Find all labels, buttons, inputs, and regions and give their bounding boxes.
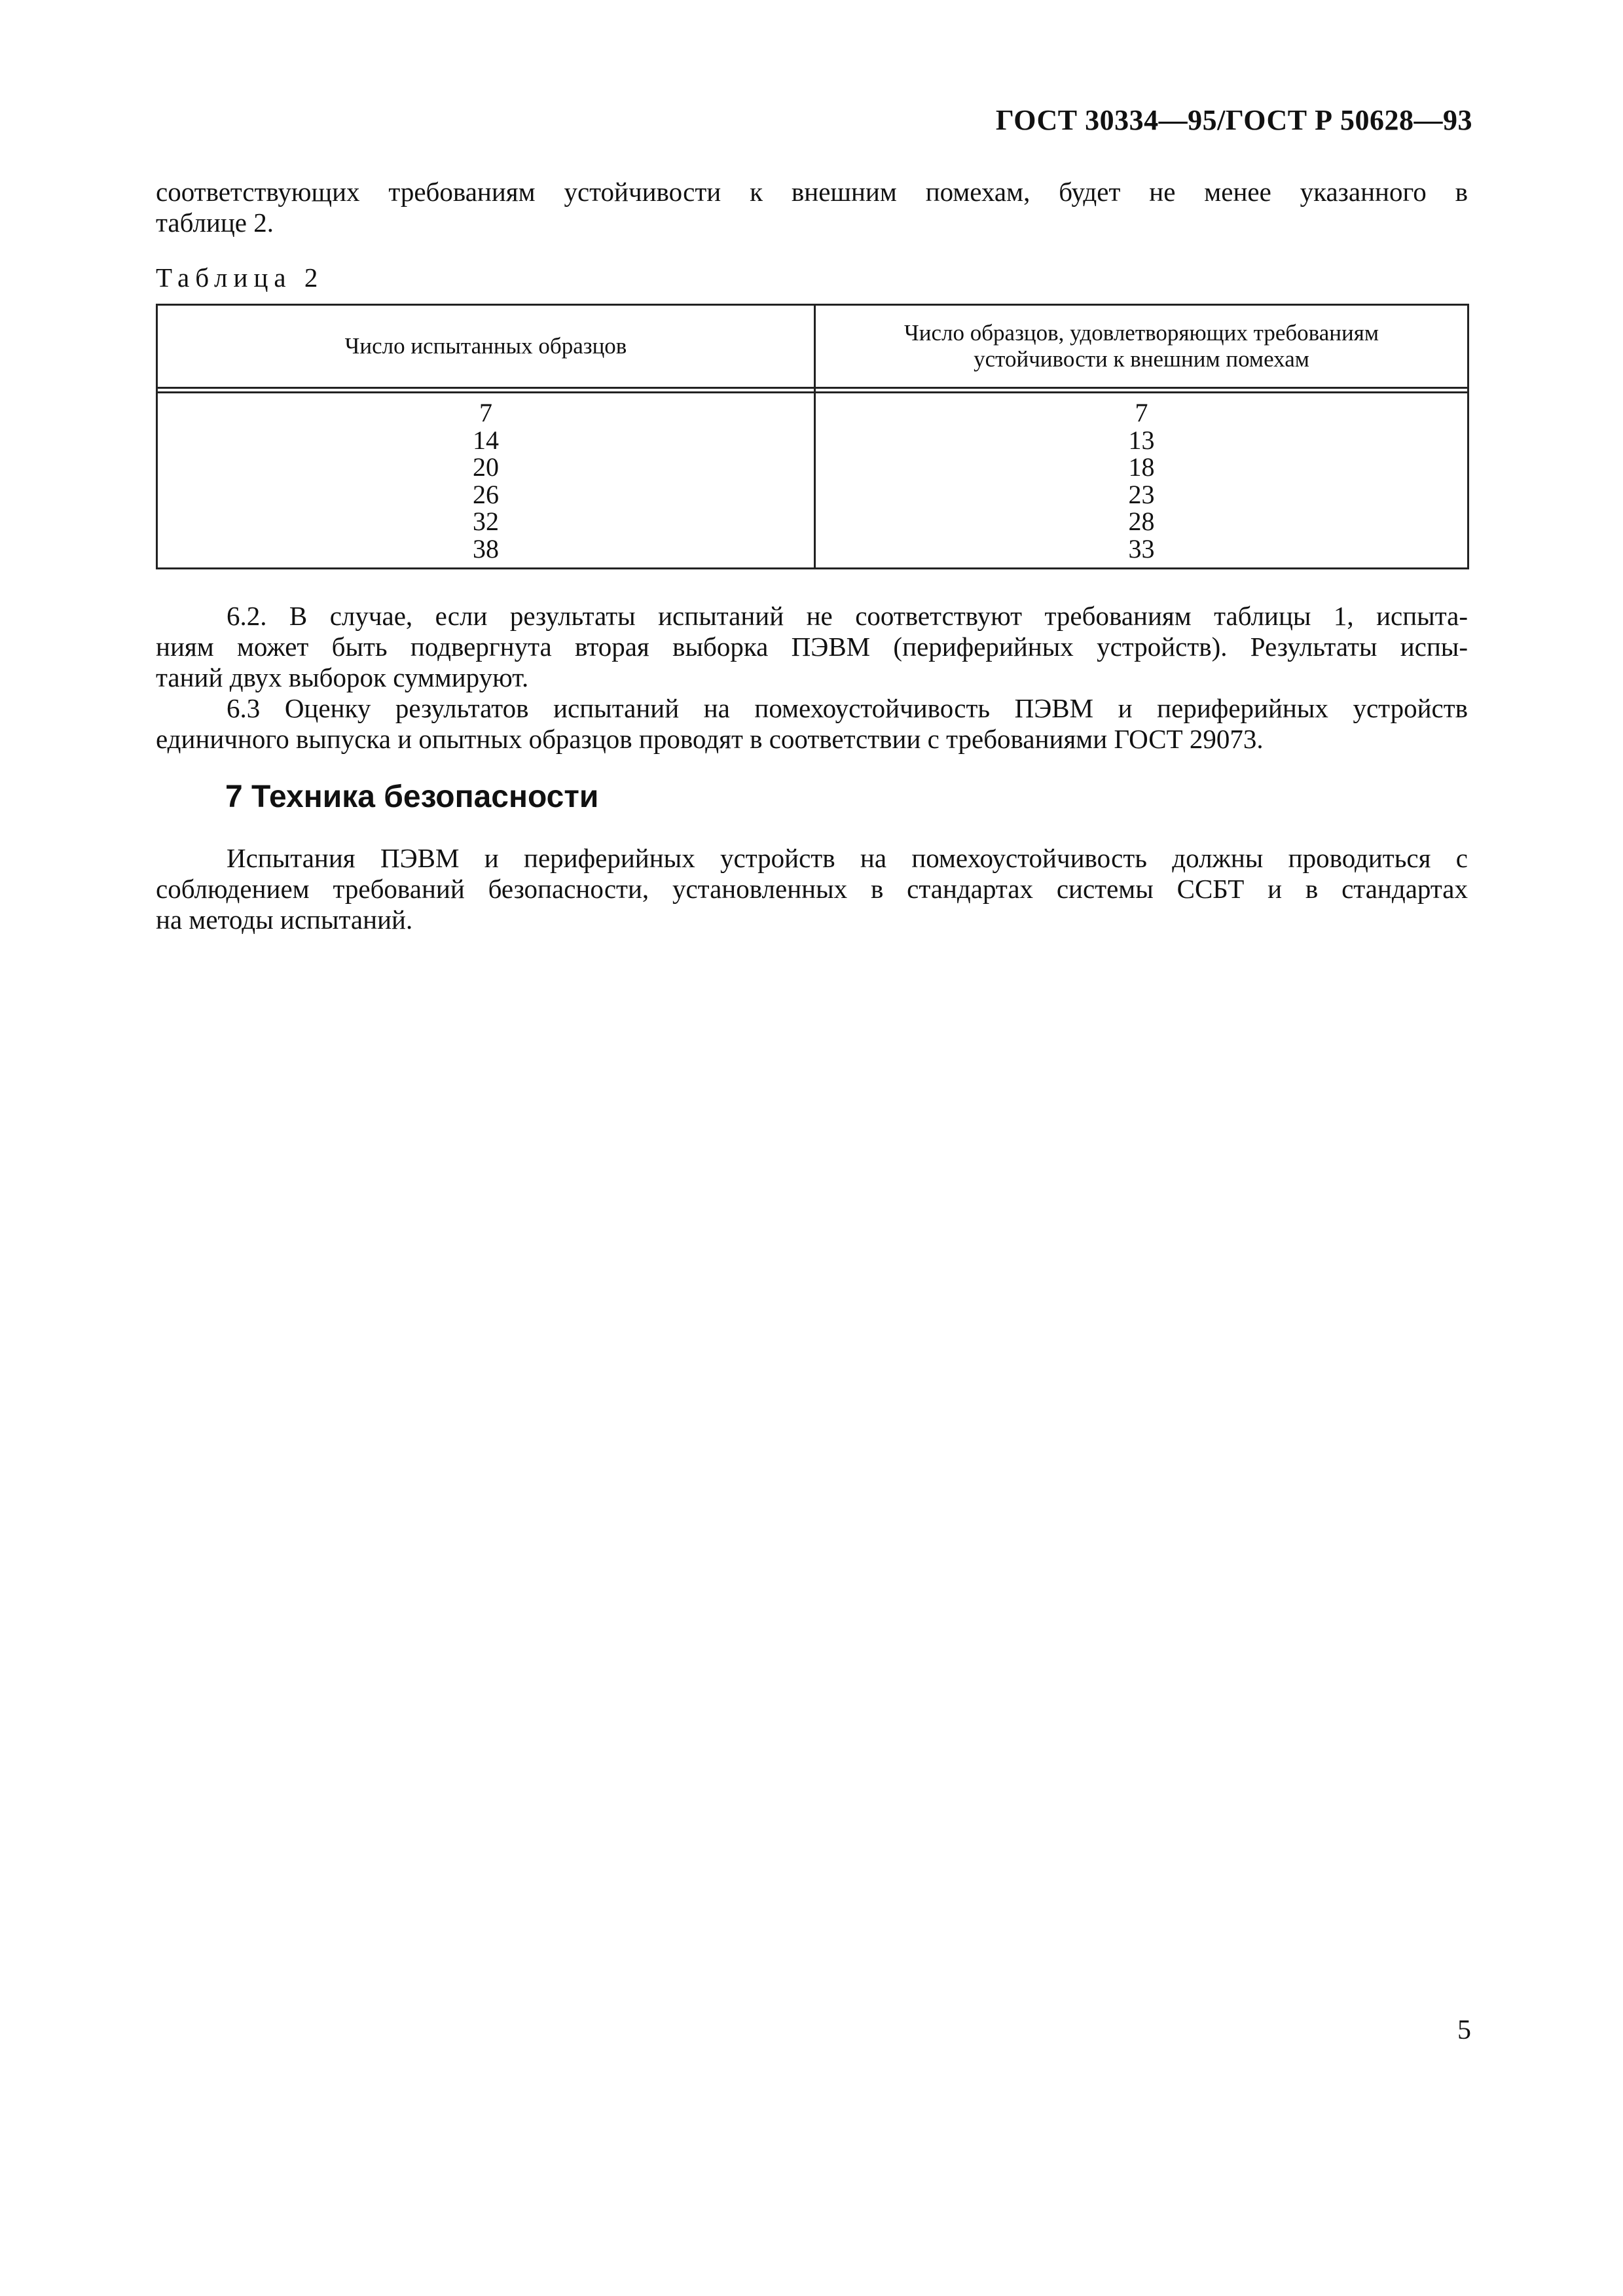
paragraph-line: ниям может быть подвергнута вторая выборка ПЭВМ (периферийных устройств). Результаты испы- [156,632,1468,662]
paragraph-line: единичного выпуска и опытных образцов проводят в соответствии с требованиями ГОСТ 29073. [156,724,1264,754]
header-divider [158,387,1467,389]
passing-samples-column [816,399,1467,562]
table-cell: 38 [473,533,499,564]
table-cell: 7 [1135,398,1148,427]
paragraph-line: 6.3 Оценку результатов испытаний на помехоустойчивость ПЭВМ и периферийных устройств [227,693,1468,723]
section7-paragraph [156,843,1468,935]
paragraph-6-3 [156,693,1468,755]
intro-paragraph [156,177,1468,238]
paragraph-6-2 [156,601,1468,693]
table-header-tested-samples [158,306,814,387]
document-header: ГОСТ 30334—95/ГОСТ Р 50628—93 [995,104,1472,136]
header-text: устойчивости к внешним помехам [974,346,1309,372]
paragraph-line: таблице 2. [156,207,274,238]
table-cell: 13 [1128,425,1155,455]
table-cell: 18 [1128,452,1155,482]
samples-table [156,304,1469,569]
page-number: 5 [1457,2015,1471,2045]
table-cell: 20 [473,452,499,482]
paragraph-line: соответствующих требованиям устойчивости к внешним помехам, будет не менее указанного в [156,177,1468,207]
paragraph-line: на методы испытаний. [156,905,413,935]
section-title: 7 Техника безопасности [225,780,599,814]
table-cell: 28 [1128,507,1155,536]
paragraph-line: 6.2. В случае, если результаты испытаний не соответствуют требованиям таблицы 1, испыта- [227,601,1468,631]
table-header-passing-samples [816,306,1467,387]
tested-samples-column [158,399,814,562]
table-cell: 14 [473,425,499,455]
table-cell: 7 [479,398,492,427]
table-caption: Таблица 2 [156,262,324,293]
header-text: Число испытанных образцов [344,333,627,359]
header-text: Число образцов, удовлетворяющих требованиям [904,320,1379,346]
table-cell: 32 [473,507,499,536]
paragraph-line: таний двух выборок суммируют. [156,662,529,692]
table-cell: 33 [1128,533,1155,564]
paragraph-line: Испытания ПЭВМ и периферийных устройств на помехоустойчивость должны проводиться с [227,843,1468,873]
table-cell: 26 [473,479,499,509]
table-cell: 23 [1128,479,1155,509]
paragraph-line: соблюдением требований безопасности, установленных в стандартах системы ССБТ и в стандартах [156,874,1468,904]
header-divider [158,391,1467,393]
